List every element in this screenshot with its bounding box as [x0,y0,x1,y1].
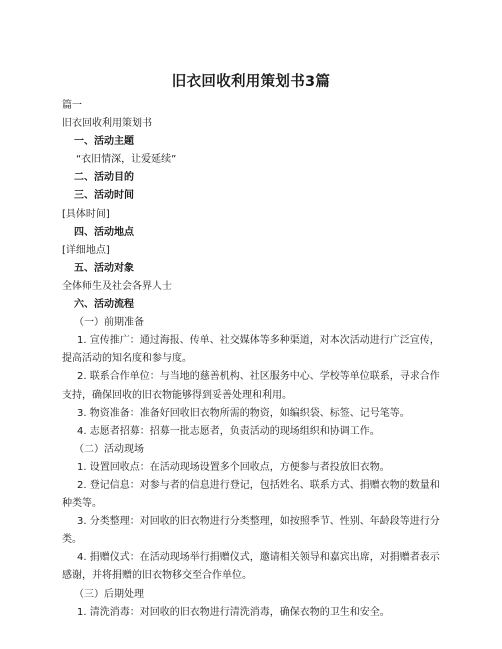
document-title: 旧衣回收利用策划书3篇 [171,74,331,90]
section-heading: 六、活动流程 [74,299,134,311]
subsection-heading: （二）活动现场 [74,443,144,455]
section-heading: 二、活动目的 [74,172,134,184]
list-item: 2. 联系合作单位：与当地的慈善机构、社区服务中心、学校等单位联系，寻求合作支持，确保回收的旧衣物能够得到妥善处理和利用。 [62,371,440,401]
subsection-heading: （一）前期准备 [74,317,144,329]
section-heading: 五、活动对象 [74,262,134,274]
list-item: 4. 志愿者招募：招募一批志愿者，负责活动的现场组织和协调工作。 [77,425,380,437]
section-heading: 三、活动时间 [74,190,134,202]
list-item: 1. 清洗消毒：对回收的旧衣物进行清洗消毒，确保衣物的卫生和安全。 [77,606,390,618]
list-item: 3. 分类整理：对回收的旧衣物进行分类整理，如按照季节、性别、年龄段等进行分类。 [62,516,440,546]
body-text: [详细地点] [62,244,110,256]
subsection-heading: （三）后期处理 [74,588,144,600]
body-text: 篇一 [62,100,82,111]
list-item: 4. 捐赠仪式：在活动现场举行捐赠仪式，邀请相关领导和嘉宾出席，对捐赠者表示感谢，并将捐赠的旧衣物移交至合作单位。 [62,552,440,582]
document-body [62,97,446,622]
body-text: 全体师生及社会各界人士 [62,280,172,292]
body-text: [具体时间] [62,208,110,220]
body-text: 旧衣回收利用策划书 [62,118,152,130]
list-item: 3. 物资准备：准备好回收旧衣物所需的物资，如编织袋、标签、记号笔等。 [77,407,410,419]
section-heading: 一、活动主题 [74,136,134,148]
section-heading: 四、活动地点 [74,226,134,238]
theme-text: “衣旧情深，让爱延续” [76,154,177,166]
list-item: 1. 宣传推广：通过海报、传单、社交媒体等多种渠道，对本次活动进行广泛宣传，提高活动的知名度和参与度。 [62,335,440,365]
list-item: 1. 设置回收点：在活动现场设置多个回收点，方便参与者投放旧衣物。 [77,461,390,473]
list-item: 2. 登记信息：对参与者的信息进行登记，包括姓名、联系方式、捐赠衣物的数量和种类等。 [62,479,440,510]
